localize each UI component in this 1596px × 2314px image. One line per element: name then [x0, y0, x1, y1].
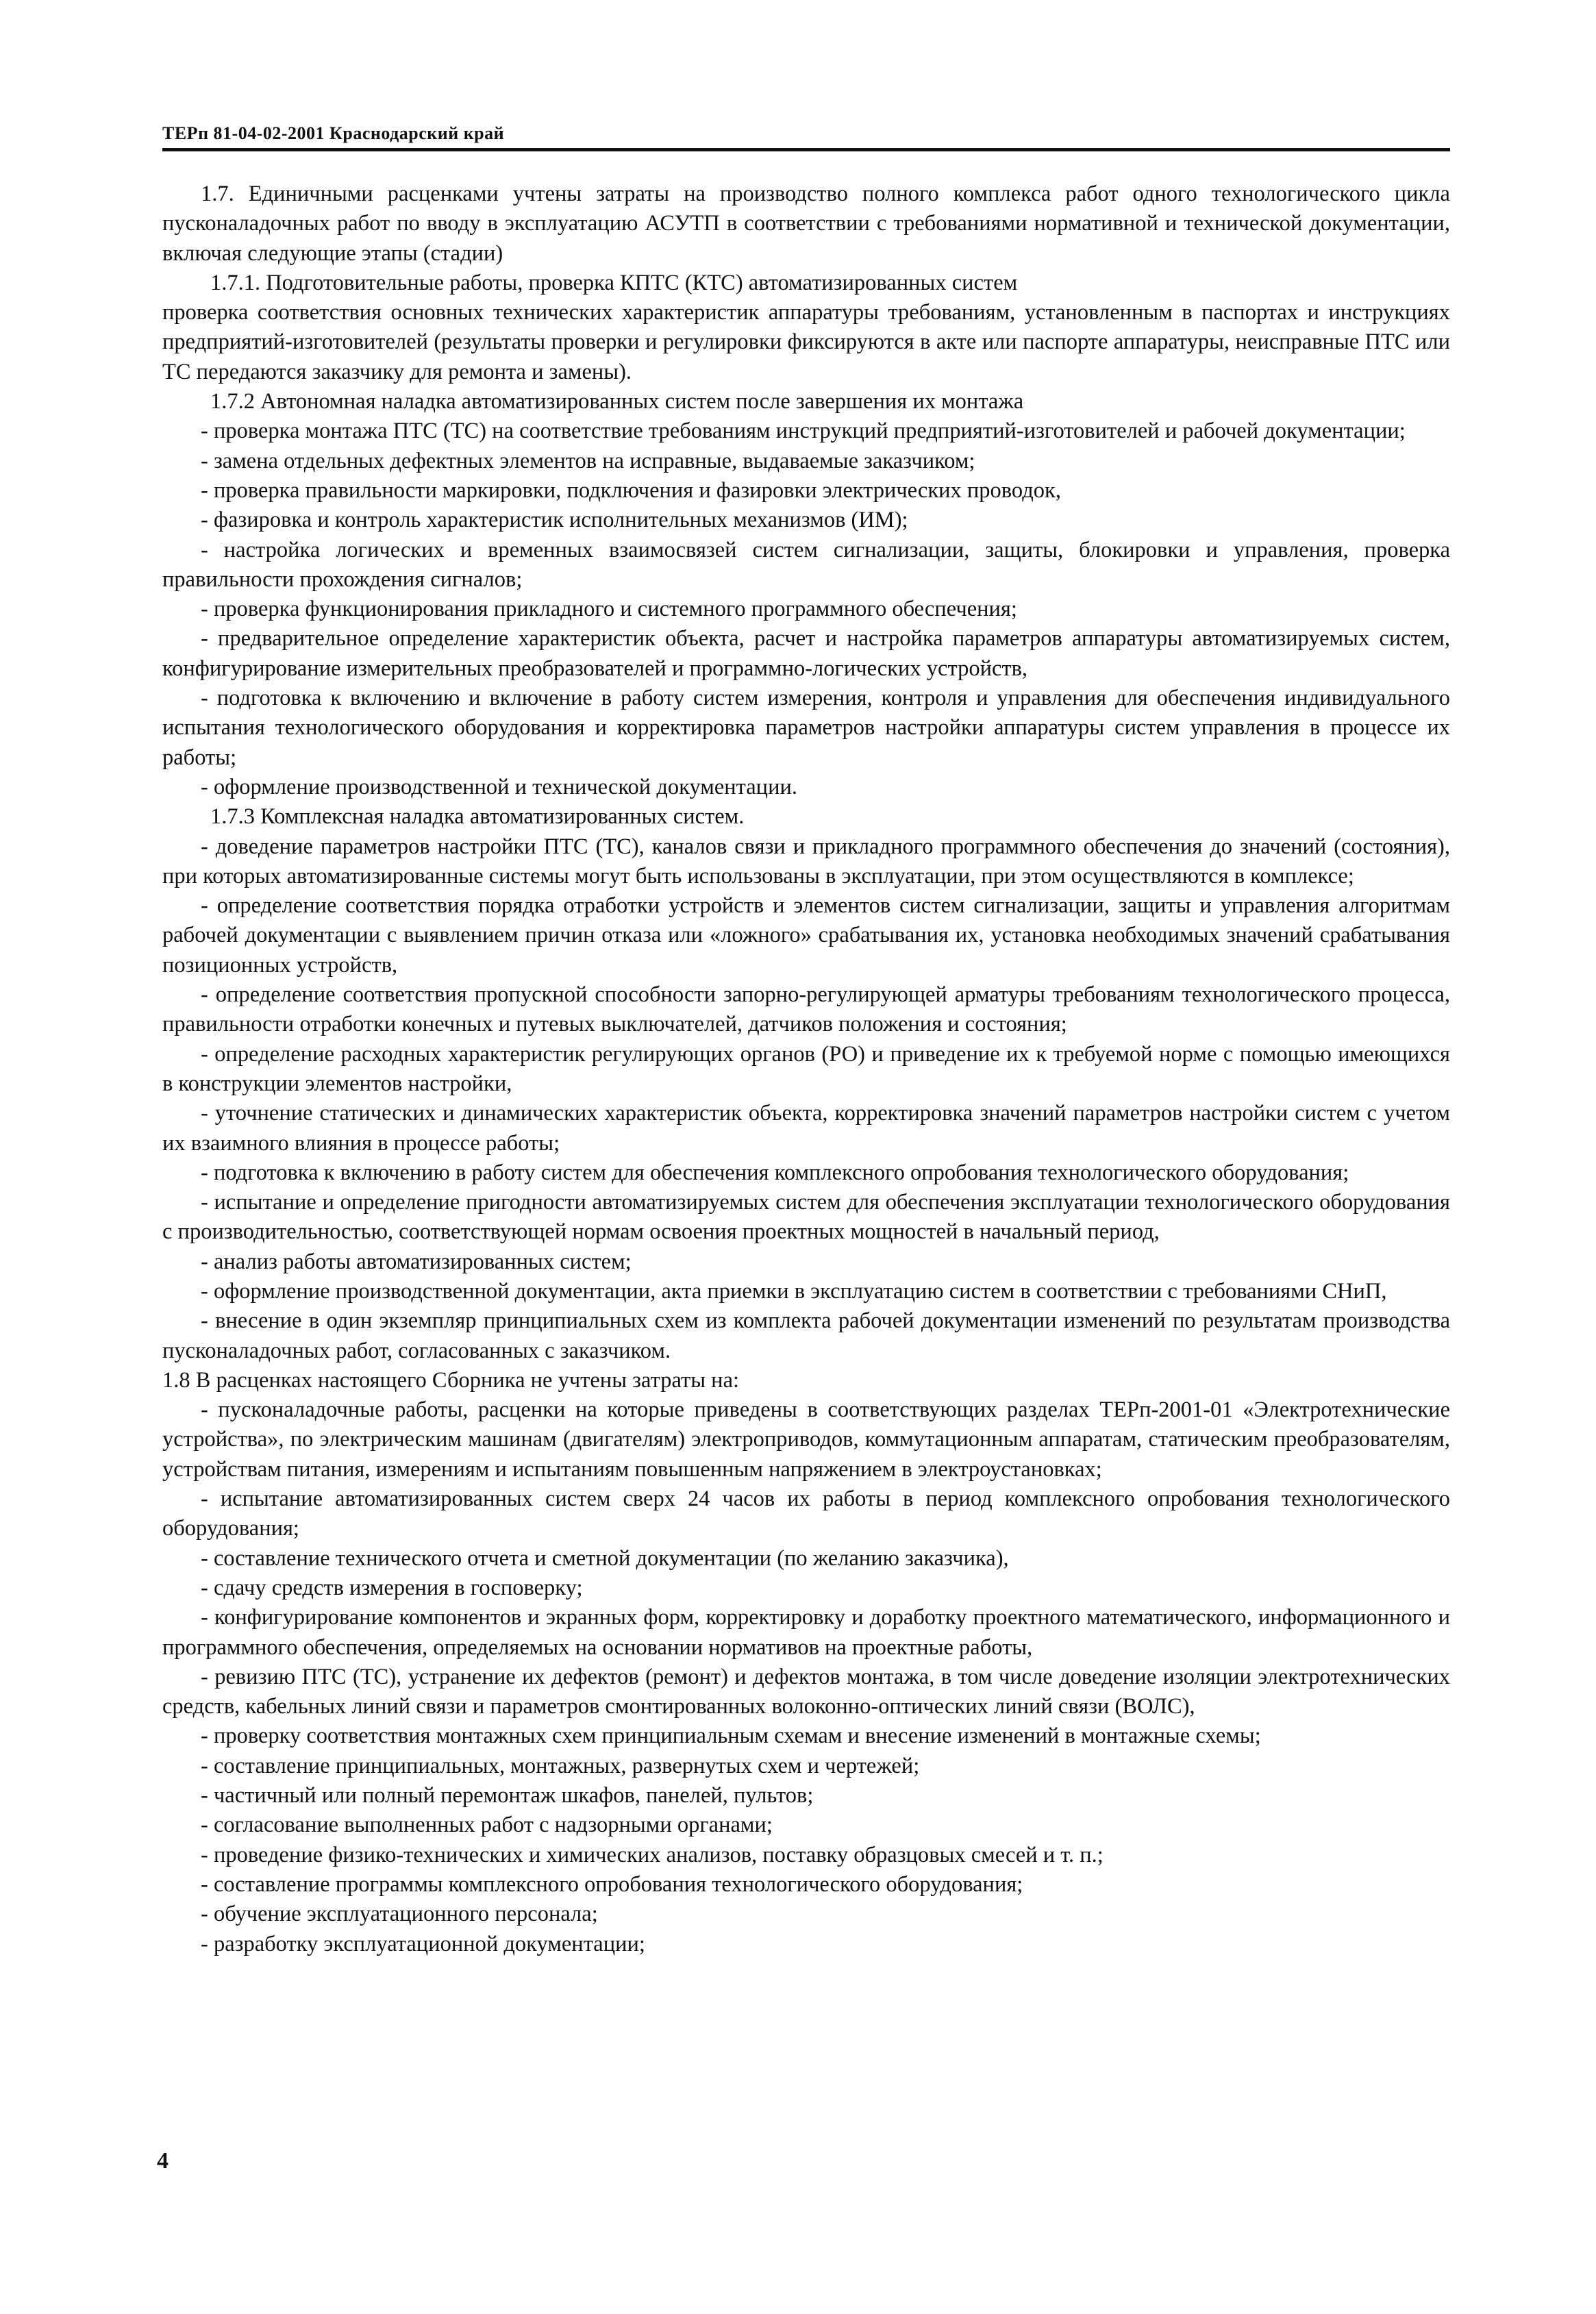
list-item: - определение соответствия пропускной способности запорно-регулирующей арматуры требованиям технологического процесса, правильности отработки конечных и путевых выключателей, датчиков положения и состояния;	[162, 982, 1450, 1037]
list-item: - доведение параметров настройки ПТС (ТС), каналов связи и прикладного программного обеспечения до значений (состояния), при которых автоматизированные системы могут быть использованы в эксплуатации, при этом осуществляются в комплексе;	[162, 834, 1450, 888]
paragraph-1-7-1: 1.7.1. Подготовительные работы, проверка КПТС (КТС) автоматизированных систем	[210, 270, 1018, 295]
list-item: - замена отдельных дефектных элементов на исправные, выдаваемые заказчиком;	[201, 448, 975, 473]
list-item: - настройка логических и временных взаимосвязей систем сигнализации, защиты, блокировки и управления, проверка правильности прохождения сигналов;	[162, 537, 1450, 592]
list-item: - проверку соответствия монтажных схем принципиальным схемам и внесение изменений в монтажные схемы;	[201, 1724, 1261, 1749]
list-item: - составление программы комплексного опробования технологического оборудования;	[201, 1871, 1023, 1897]
list-item: - испытание автоматизированных систем сверх 24 часов их работы в период комплексного опробования технологического оборудования;	[162, 1486, 1450, 1541]
list-item: - проверка функционирования прикладного и системного программного обеспечения;	[201, 597, 1017, 622]
list-item: - пусконаладочные работы, расценки на которые приведены в соответствующих разделах ТЕРп-2001-01 «Электротехнические устройства», по электрическим машинам (двигателям) электроприводов, коммутационным аппаратам, статическим преобразователям, устройствам питания, измерениям и испытаниям повышенным напряжением в электроустановках;	[162, 1397, 1450, 1482]
list-item: - конфигурирование компонентов и экранных форм, корректировку и доработку проектного математического, информационного и программного обеспечения, определяемых на основании нормативов на проектные работы,	[162, 1605, 1450, 1660]
list-item: - сдачу средств измерения в госповерку;	[201, 1575, 583, 1600]
list-item: - частичный или полный перемонтаж шкафов, панелей, пультов;	[201, 1783, 814, 1808]
list-item: - фазировка и контроль характеристик исполнительных механизмов (ИМ);	[201, 508, 908, 533]
paragraph-1-8: 1.8 В расценках настоящего Сборника не учтены затраты на:	[162, 1367, 740, 1393]
list-item: - составление технического отчета и сметной документации (по желанию заказчика),	[201, 1545, 1009, 1571]
list-item: - оформление производственной и технической документации.	[201, 774, 797, 799]
list-item: - обучение эксплуатационного персонала;	[201, 1902, 598, 1927]
list-item: - анализ работы автоматизированных систем;	[201, 1249, 632, 1274]
page-header	[162, 114, 1450, 151]
list-item: - проверка правильности маркировки, подключения и фазировки электрических проводок,	[201, 477, 1061, 503]
paragraph-1-7-2: 1.7.2 Автономная наладка автоматизированных систем после завершения их монтажа	[210, 389, 1024, 414]
paragraph-1-7: 1.7. Единичными расценками учтены затраты на производство полного комплекса работ одного технологического цикла пусконаладочных работ по вводу в эксплуатацию АСУТП в соответствии с требованиями нормативной и технической документации, включая следующие этапы (стадии)	[162, 182, 1450, 266]
list-item: - внесение в один экземпляр принципиальных схем из комплекта рабочей документации изменений по результатам производства пусконаладочных работ, согласованных с заказчиком.	[162, 1308, 1450, 1363]
list-item: - предварительное определение характеристик объекта, расчет и настройка параметров аппаратуры автоматизируемых систем, конфигурирование измерительных преобразователей и программно-логических устройств,	[162, 626, 1450, 681]
list-item: - определение расходных характеристик регулирующих органов (РО) и приведение их к требуемой норме с помощью имеющихся в конструкции элементов настройки,	[162, 1041, 1450, 1096]
list-item: - составление принципиальных, монтажных, развернутых схем и чертежей;	[201, 1753, 920, 1778]
list-item: - уточнение статических и динамических характеристик объекта, корректировка значений параметров настройки систем с учетом их взаимного влияния в процессе работы;	[162, 1101, 1450, 1156]
list-item: - оформление производственной документации, акта приемки в эксплуатацию систем в соответствии с требованиями СНиП,	[201, 1278, 1387, 1304]
list-item: - подготовка к включению и включение в работу систем измерения, контроля и управления для обеспечения индивидуального испытания технологического оборудования и корректировка параметров настройки аппаратуры систем управления в процессе их работы;	[162, 686, 1450, 770]
paragraph: проверка соответствия основных технических характеристик аппаратуры требованиям, установленным в паспортах и инструкциях предприятий-изготовителей (результаты проверки и регулировки фиксируются в акте или паспорте аппаратуры, неисправные ПТС или ТС передаются заказчику для ремонта и замены).	[162, 300, 1450, 384]
document-body	[162, 179, 1450, 1959]
list-item: - испытание и определение пригодности автоматизируемых систем для обеспечения эксплуатации технологического оборудования с производительностью, соответствующей нормам освоения проектных мощностей в начальный период,	[162, 1190, 1450, 1245]
list-item: - определение соответствия порядка отработки устройств и элементов систем сигнализации, защиты и управления алгоритмам рабочей документации с выявлением причин отказа или «ложного» срабатывания их, установка необходимых значений срабатывания позиционных устройств,	[162, 893, 1450, 978]
header-title: ТЕРп 81-04-02-2001 Краснодарский край	[162, 123, 505, 143]
page-number: 4	[157, 2148, 169, 2174]
list-item: - проверка монтажа ПТС (ТС) на соответствие требованиям инструкций предприятий-изготовителей и рабочей документации;	[201, 419, 1406, 444]
list-item: - ревизию ПТС (ТС), устранение их дефектов (ремонт) и дефектов монтажа, в том числе доведение изоляции электротехнических средств, кабельных линий связи и параметров смонтированных волоконно-оптических линий связи (ВОЛС),	[162, 1664, 1450, 1719]
paragraph-1-7-3: 1.7.3 Комплексная наладка автоматизированных систем.	[210, 804, 745, 830]
list-item: - проведение физико-технических и химических анализов, поставку образцовых смесей и т. п.;	[201, 1842, 1104, 1867]
list-item: - разработку эксплуатационной документации;	[201, 1931, 645, 1956]
list-item: - согласование выполненных работ с надзорными органами;	[201, 1813, 773, 1838]
list-item: - подготовка к включению в работу систем для обеспечения комплексного опробования технологического оборудования;	[201, 1160, 1349, 1185]
